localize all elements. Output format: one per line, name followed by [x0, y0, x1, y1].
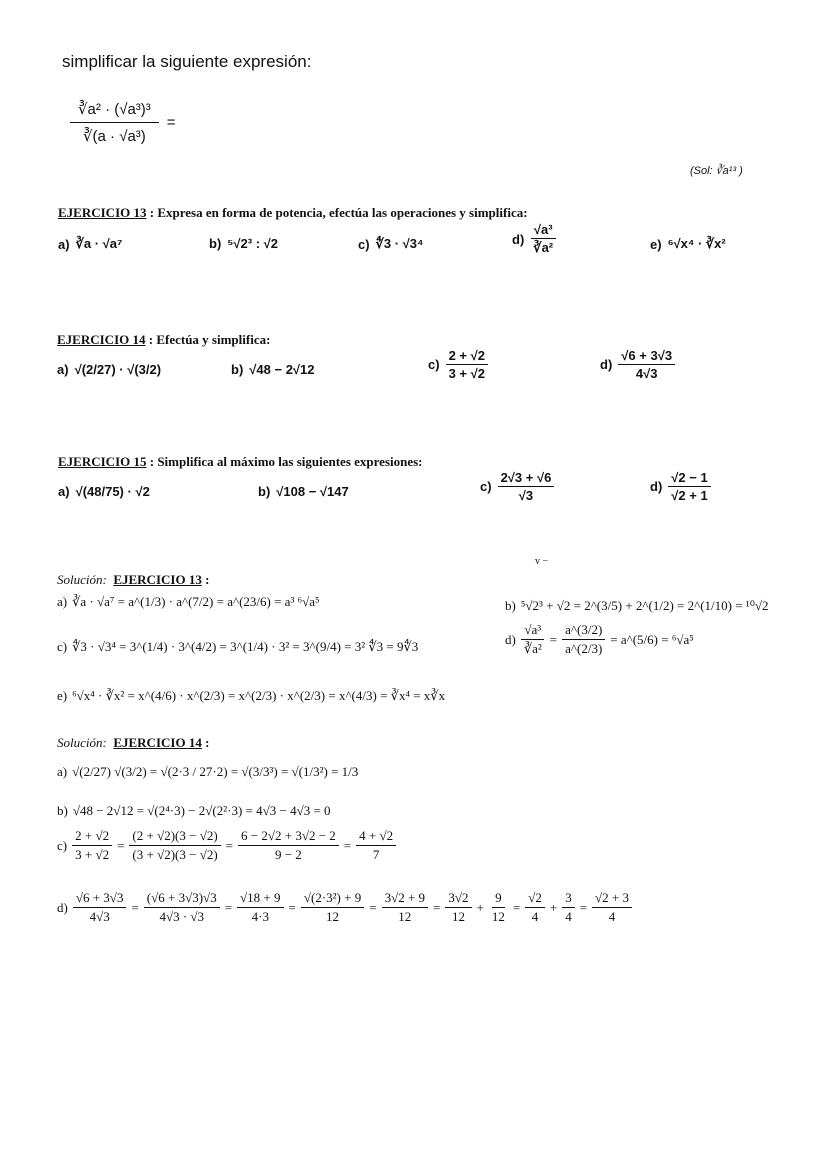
item-denominator: √2 + 1	[671, 488, 708, 503]
sol14-colon: :	[201, 735, 210, 750]
operator: =	[433, 899, 441, 915]
item-label: b)	[231, 362, 244, 377]
frac-denominator: 4	[531, 909, 539, 924]
frac-denominator: 4·3	[251, 909, 269, 924]
fraction	[525, 890, 545, 925]
item-numerator: 2√3 + √6	[498, 470, 555, 487]
item-label: c)	[358, 236, 370, 252]
item-numerator: 2 + √2	[446, 348, 488, 365]
frac-numerator: √18 + 9	[237, 890, 283, 908]
frac-denominator: (3 + √2)(3 − √2)	[132, 847, 218, 862]
equals-sign: =	[166, 114, 176, 131]
frac-denominator: 9 − 2	[274, 847, 302, 862]
frac-numerator: 3√2 + 9	[382, 890, 428, 908]
fraction	[238, 828, 339, 863]
frac-denominator: 4	[608, 909, 616, 924]
item-label: c)	[428, 357, 440, 372]
frac-numerator: √6 + 3√3	[73, 890, 127, 908]
item-expr: ∜3 · √3⁴	[375, 236, 424, 251]
frac-denominator: 4√3 · √3	[159, 909, 205, 924]
fraction	[129, 828, 220, 863]
ej13-text: : Expresa en forma de potencia, efectúa las operaciones y simplifica:	[146, 205, 528, 220]
sol14-header	[57, 735, 209, 751]
sol14-a	[57, 764, 358, 780]
item-label: b)	[505, 598, 516, 613]
item-numerator: √a³	[531, 222, 556, 239]
ej13-header	[58, 205, 528, 221]
item-expr: ⁶√x⁴ · ∛x² = x^(4/6) · x^(2/3) = x^(2/3) · x^(2/3) = x^(4/3) = ∛x⁴ = x∛x	[72, 688, 446, 703]
operator: =	[117, 837, 125, 853]
item-expr: ⁵√2³ + √2 = 2^(3/5) + 2^(1/2) = 2^(1/10) = ¹⁰√2	[520, 598, 769, 613]
item-label: e)	[57, 688, 68, 703]
frac-numerator: a^(3/2)	[562, 622, 605, 640]
frac-denominator: ∛a²	[523, 641, 542, 656]
item-label: a)	[57, 764, 68, 779]
ej14-a	[57, 362, 161, 377]
ej13-d	[512, 222, 556, 256]
ej13-label: EJERCICIO 13	[58, 205, 147, 220]
item-expr: √(2/27) · √(3/2)	[74, 362, 162, 377]
ej15-a	[58, 484, 150, 499]
frac-denominator: 3 + √2	[75, 847, 110, 862]
frac-numerator: 2 + √2	[72, 828, 112, 846]
item-expr: ∜3 · √3⁴ = 3^(1/4) · 3^(4/2) = 3^(1/4) · 3² = 3^(9/4) = 3² ∜3 = 9∜3	[72, 639, 419, 654]
operator: =	[512, 899, 521, 915]
intro-numerator: ∛a² · (√a³)³	[70, 100, 159, 123]
fraction	[72, 828, 112, 863]
item-label: a)	[58, 236, 70, 252]
frac-numerator: (2 + √2)(3 − √2)	[129, 828, 220, 846]
fraction	[489, 890, 508, 925]
fraction	[73, 890, 127, 925]
frac-numerator: (√6 + 3√3)√3	[144, 890, 220, 908]
fraction	[445, 890, 471, 925]
item-label: b)	[258, 484, 271, 499]
fraction	[382, 890, 428, 925]
fraction	[144, 890, 220, 925]
item-expr: ⁵√2³ : √2	[227, 236, 278, 251]
ej14-header	[57, 332, 270, 348]
item-label: a)	[57, 594, 68, 609]
frac-denominator: 12	[326, 909, 340, 924]
item-denominator: 4√3	[635, 366, 658, 381]
frac-denominator: a^(2/3)	[565, 641, 603, 656]
operator: =	[579, 899, 588, 915]
item-label: c)	[480, 479, 492, 494]
sol13-header	[57, 572, 209, 588]
item-label: a)	[57, 362, 69, 377]
item-label: b)	[209, 236, 222, 251]
ej13-b	[209, 236, 278, 251]
item-label: d)	[650, 479, 663, 494]
intro-title: simplificar la siguiente expresión:	[62, 52, 312, 71]
operator: =	[288, 899, 296, 915]
ej15-header	[58, 454, 423, 470]
frac-denominator: 4√3	[89, 909, 110, 924]
operator: +	[549, 899, 558, 915]
item-denominator: 3 + √2	[448, 366, 485, 381]
fraction	[301, 890, 364, 925]
frac-numerator: 3	[562, 890, 575, 908]
sol13-prefix: Solución:	[57, 572, 107, 587]
frac-denominator: 12	[398, 909, 412, 924]
sol13-d: d) $\frac{\text{√a³}}{\text{∛a²}}$ = $\frac{a\^{}(3/2)}{a\^{}(2/3)}$ = a^(5/6) = ⁶√a⁵	[505, 622, 694, 656]
item-label: b)	[57, 803, 68, 818]
sol14-label: EJERCICIO 14	[113, 735, 202, 750]
sol13-b	[505, 598, 769, 614]
item-expr: ∛a · √a⁷ = a^(1/3) · a^(7/2) = a^(23/6) = a³ ⁶√a⁵	[72, 594, 320, 609]
intro-solution: (Sol: ∛a¹³ )	[690, 165, 743, 177]
item-label: c)	[57, 837, 68, 853]
item-label: d)	[512, 231, 525, 247]
sol13-c	[57, 639, 418, 655]
item-expr: √48 − 2√12	[249, 362, 315, 377]
sol13-colon: :	[201, 572, 210, 587]
intro-expression	[70, 100, 176, 145]
sol14-b	[57, 803, 331, 819]
frac-numerator: √a³	[521, 622, 544, 640]
item-label: c)	[57, 639, 68, 654]
item-expr: ⁶√x⁴ · ∛x²	[667, 236, 726, 251]
item-numerator: √2 − 1	[668, 470, 710, 487]
item-label: d)	[600, 357, 613, 372]
frac-numerator: 9	[492, 890, 505, 908]
ej15-text: : Simplifica al máximo las siguientes expresiones:	[146, 454, 423, 469]
sol14-d	[57, 890, 632, 925]
frac-denominator: 4	[565, 909, 572, 924]
item-expr: √108 − √147	[276, 484, 349, 499]
frac-numerator: √2 + 3	[592, 890, 632, 908]
ej14-text: : Efectúa y simplifica:	[145, 332, 271, 347]
sol13-label: EJERCICIO 13	[113, 572, 202, 587]
operator: =	[343, 837, 352, 853]
ej15-label: EJERCICIO 15	[58, 454, 147, 469]
ej13-a	[58, 236, 122, 252]
item-label: e)	[650, 236, 662, 252]
fraction	[562, 890, 575, 925]
ej14-b	[231, 362, 315, 377]
ej13-c	[358, 236, 423, 252]
operator: =	[224, 899, 233, 915]
item-expr: = a^(5/6) = ⁶√a⁵	[610, 631, 694, 647]
frac-denominator: 12	[451, 909, 465, 924]
item-expr: √48 − 2√12 = √(2⁴·3) − 2√(2²·3) = 4√3 − 4√3 = 0	[72, 803, 331, 818]
frac-numerator: 4 + √2	[356, 828, 396, 846]
operator: +	[476, 899, 484, 915]
frac-numerator: √(2·3²) + 9	[301, 890, 364, 908]
fraction	[592, 890, 632, 925]
fraction	[356, 828, 396, 863]
ej13-e	[650, 236, 726, 252]
ej15-c	[380, 470, 554, 503]
ej14-c	[428, 348, 488, 381]
sol13-a	[57, 594, 320, 610]
frac-numerator: √2	[525, 890, 545, 908]
stray-mark: v −	[535, 556, 549, 567]
item-expr: √(48/75) · √2	[75, 484, 150, 499]
ej15-b	[258, 484, 349, 499]
item-denominator: ∛a²	[533, 240, 554, 255]
item-numerator: √6 + 3√3	[618, 348, 675, 365]
ej15-d	[650, 470, 711, 503]
operator: =	[131, 899, 139, 915]
intro-denominator: ∛(a · √a³)	[82, 128, 146, 145]
item-denominator: √3	[518, 488, 534, 503]
sol14-prefix: Solución:	[57, 735, 107, 750]
operator: =	[225, 837, 234, 853]
frac-numerator: 3√2	[445, 890, 471, 908]
item-label: a)	[58, 484, 70, 499]
frac-denominator: 7	[372, 847, 380, 862]
sol13-e	[57, 688, 445, 704]
operator: =	[369, 899, 377, 915]
item-expr: ∛a · √a⁷	[75, 236, 123, 251]
item-label: d)	[505, 631, 516, 647]
sol14-c	[57, 828, 396, 863]
item-expr: √(2/27) √(3/2) = √(2·3 / 27·2) = √(3/3³) = √(1/3²) = 1/3	[72, 764, 359, 779]
ej14-label: EJERCICIO 14	[57, 332, 146, 347]
fraction	[237, 890, 283, 925]
item-label: d)	[57, 899, 68, 915]
frac-denominator: 12	[491, 909, 505, 924]
ej14-d	[600, 348, 675, 381]
frac-numerator: 6 − 2√2 + 3√2 − 2	[238, 828, 339, 846]
